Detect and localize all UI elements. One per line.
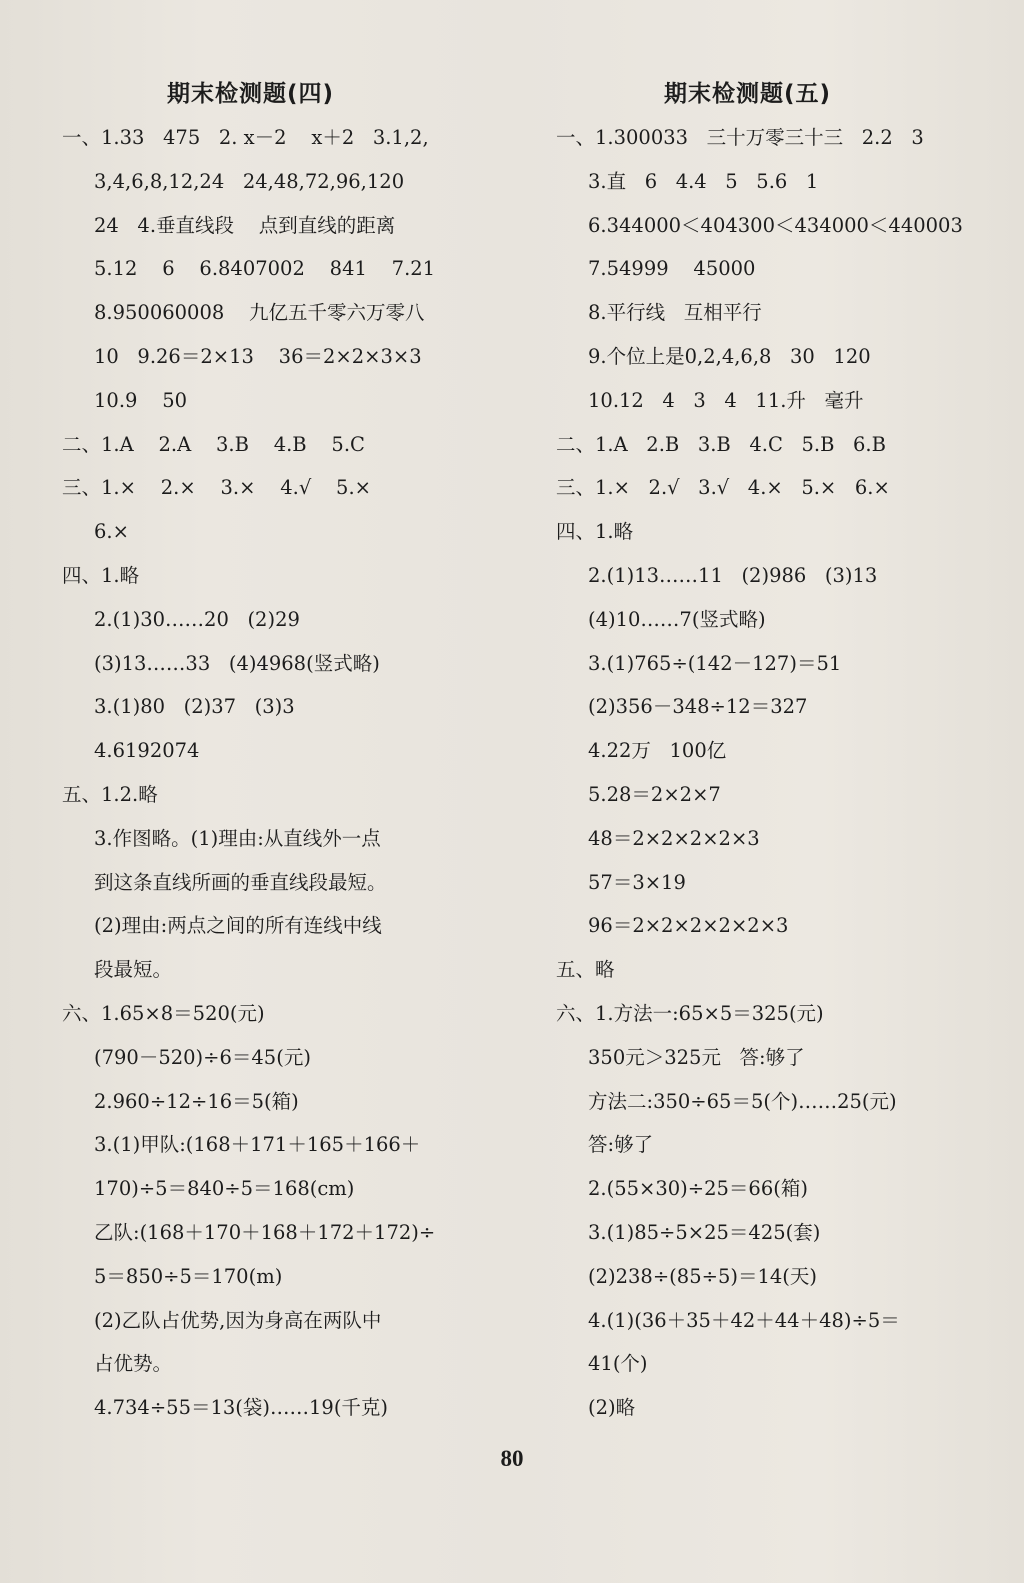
answer-line: 2.(1)30……20 (2)29 — [94, 607, 300, 631]
answer-line: 5.28＝2×2×7 — [588, 782, 721, 806]
answer-line: 占优势。 — [94, 1352, 173, 1376]
answer-line: 3.(1)85÷5×25＝425(套) — [588, 1220, 821, 1244]
answer-line: (2)理由:两点之间的所有连线中线 — [94, 914, 382, 938]
answer-line: 2.(55×30)÷25＝66(箱) — [588, 1177, 808, 1201]
answer-line: 到这条直线所画的垂直线段最短。 — [94, 870, 387, 894]
answer-line: 六、1.65×8＝520(元) — [62, 1001, 265, 1025]
answer-line: 8.平行线 互相平行 — [588, 301, 762, 325]
test-five-title: 期末检测题(五) — [664, 81, 832, 107]
answer-line: 48＝2×2×2×2×3 — [588, 826, 760, 850]
answer-line: 4.(1)(36＋35＋42＋44＋48)÷5＝ — [588, 1308, 900, 1332]
answer-line: 5.12 6 6.8407002 841 7.21 — [94, 257, 436, 281]
answer-line: 二、1.A 2.A 3.B 4.B 5.C — [62, 432, 365, 456]
right-answer-lines — [556, 116, 976, 1430]
answer-line: 6.× — [94, 520, 129, 544]
answer-line: 170)÷5＝840÷5＝168(cm) — [94, 1177, 355, 1201]
answer-line: 10.9 50 — [94, 388, 188, 412]
answer-line: 9.个位上是0,2,4,6,8 30 120 — [588, 344, 871, 368]
answer-line: 五、略 — [556, 958, 615, 982]
answer-line: 41(个) — [588, 1352, 648, 1376]
answer-line: 二、1.A 2.B 3.B 4.C 5.B 6.B — [556, 432, 886, 456]
answer-line: 10.12 4 3 4 11.升 毫升 — [588, 388, 864, 412]
answer-line: 答:够了 — [588, 1133, 654, 1157]
answer-line: 六、1.方法一:65×5＝325(元) — [556, 1001, 824, 1025]
answer-line: 一、1.33 475 2. x－2 x＋2 3.1,2, — [62, 126, 429, 149]
answer-line: 57＝3×19 — [588, 870, 686, 894]
answer-line: (2)略 — [588, 1396, 636, 1420]
answer-line: 350元＞325元 答:够了 — [588, 1045, 805, 1069]
answer-line: 4.6192074 — [94, 739, 200, 763]
answer-line: 方法二:350÷65＝5(个)……25(元) — [588, 1089, 897, 1113]
answer-line: 3.作图略。(1)理由:从直线外一点 — [94, 826, 381, 850]
answer-line: 4.734÷55＝13(袋)……19(千克) — [94, 1396, 389, 1420]
answer-line: 6.344000＜404300＜434000＜440003 — [588, 213, 963, 237]
answer-line: 4.22万 100亿 — [588, 739, 727, 763]
answer-line: 2.960÷12÷16＝5(箱) — [94, 1089, 299, 1113]
answer-line: 3.(1)80 (2)37 (3)3 — [94, 695, 295, 719]
answer-line: 7.54999 45000 — [588, 257, 756, 281]
answer-line: 8.950060008 九亿五千零六万零八 — [94, 301, 425, 325]
answer-line: 三、1.× 2.× 3.× 4.√ 5.× — [62, 476, 371, 500]
test-four-title: 期末检测题(四) — [167, 81, 335, 107]
answer-line: 段最短。 — [94, 958, 173, 982]
answer-line: 10 9.26＝2×13 36＝2×2×3×3 — [94, 344, 422, 368]
answer-line: (2)乙队占优势,因为身高在两队中 — [94, 1308, 382, 1332]
left-answer-lines — [62, 116, 482, 1430]
answer-line: 四、1.略 — [556, 520, 634, 544]
answer-line: 5＝850÷5＝170(m) — [94, 1264, 283, 1288]
answer-line: 乙队:(168＋170＋168＋172＋172)÷ — [94, 1220, 436, 1244]
answer-line: 3.直 6 4.4 5 5.6 1 — [588, 169, 819, 193]
left-column — [62, 72, 482, 1430]
answer-line: 3.(1)甲队:(168＋171＋165＋166＋ — [94, 1133, 421, 1157]
answer-line: 3,4,6,8,12,24 24,48,72,96,120 — [94, 169, 405, 193]
page-number: 80 — [500, 1446, 524, 1471]
answer-line: 一、1.300033 三十万零三十三 2.2 3 — [556, 126, 924, 149]
answer-line: 3.(1)765÷(142－127)＝51 — [588, 651, 842, 675]
right-column — [556, 72, 976, 1430]
answer-line: 96＝2×2×2×2×2×3 — [588, 914, 789, 938]
answer-line: 五、1.2.略 — [62, 782, 158, 806]
answer-line: (4)10……7(竖式略) — [588, 607, 766, 631]
answer-line: 四、1.略 — [62, 563, 140, 587]
answer-line: (2)356－348÷12＝327 — [588, 695, 808, 719]
answer-line: (2)238÷(85÷5)＝14(天) — [588, 1264, 817, 1288]
answer-line: 三、1.× 2.√ 3.√ 4.× 5.× 6.× — [556, 476, 890, 500]
answer-line: 2.(1)13……11 (2)986 (3)13 — [588, 563, 878, 587]
answer-line: 24 4.垂直线段 点到直线的距离 — [94, 213, 396, 237]
answer-line: (790－520)÷6＝45(元) — [94, 1045, 311, 1069]
answer-line: (3)13……33 (4)4968(竖式略) — [94, 651, 380, 675]
